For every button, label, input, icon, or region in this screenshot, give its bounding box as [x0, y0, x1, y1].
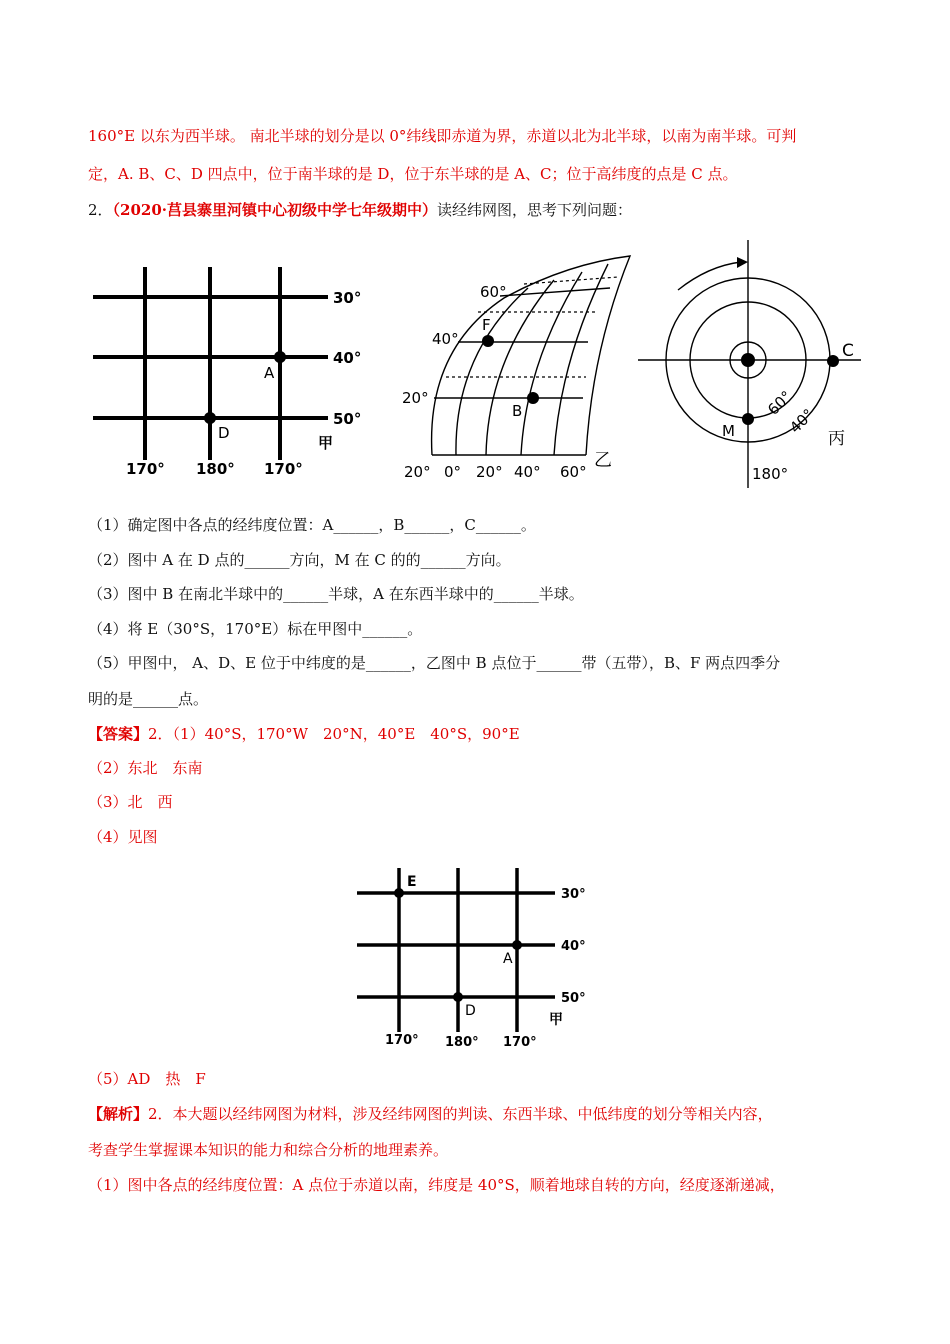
bing-label-c: C — [842, 341, 854, 361]
jia-lon-170w: 170° — [126, 460, 165, 478]
point-d — [204, 412, 216, 424]
bing-name: 丙 — [828, 429, 845, 449]
point-m — [742, 413, 754, 425]
bing-label-60: 60° — [764, 387, 796, 419]
answer-line-5: （5）AD 热 F — [88, 1070, 206, 1088]
figure-jia — [88, 262, 388, 492]
yi-label-f: F — [482, 316, 491, 334]
answer-lon-170e: 170° — [503, 1035, 537, 1050]
yi-lon-20e: 20° — [476, 463, 503, 481]
question-source: （2020·莒县寨里河镇中心初级中学七年级期中） — [112, 201, 438, 219]
figure-answer-jia — [355, 866, 605, 1056]
question-stem: 读经纬网图，思考下列问题： — [437, 201, 633, 219]
answer-point-d — [453, 992, 463, 1002]
point-f — [482, 335, 494, 347]
rotation-arrow-icon — [737, 257, 748, 268]
analysis-text-1: 2．本大题以经纬网图为材料，涉及经纬网图的判读、东西半球、中低纬度的划分等相关内容， — [148, 1105, 773, 1123]
analysis-line-3: （1）图中各点的经纬度位置：A 点位于赤道以南，纬度是 40°S，顺着地球自转的方向，经度逐渐递减， — [88, 1176, 785, 1194]
yi-lon-40e: 40° — [514, 463, 541, 481]
answer-line-1 — [88, 724, 520, 744]
yi-lon-60e: 60° — [560, 463, 587, 481]
question-item-3: （3）图中 B 在南北半球中的______半球，A 在东西半球中的______半球。 — [88, 585, 584, 603]
answer-text-1: 2．（1）40°S，170°W 20°N，40°E 40°S，90°E — [148, 725, 520, 743]
answer-lat-40: 40° — [561, 939, 586, 954]
question-item-2: （2）图中 A 在 D 点的______方向，M 在 C 的的______方向。 — [88, 551, 511, 569]
answer-lat-50: 50° — [561, 991, 586, 1006]
jia-lat-40: 40° — [333, 349, 362, 367]
answer-label-e: E — [407, 874, 417, 890]
answer-label-d: D — [465, 1003, 476, 1019]
intro-line-1: 160°E 以东为西半球。 南北半球的划分是以 0°纬线即赤道为界，赤道以北为北半球，以南为南半球。可判 — [88, 127, 797, 145]
point-b — [527, 392, 539, 404]
yi-name: 乙 — [594, 450, 612, 471]
answer-line-4: （4）见图 — [88, 828, 158, 846]
answer-lon-180: 180° — [445, 1035, 479, 1050]
analysis-line-1 — [88, 1104, 773, 1124]
figure-yi — [396, 250, 636, 490]
answer-line-2: （2）东北 东南 — [88, 759, 203, 777]
question-number: 2． — [88, 201, 113, 219]
question-header — [88, 200, 632, 220]
jia-lat-50: 50° — [333, 410, 362, 428]
jia-lat-30: 30° — [333, 289, 362, 307]
figure-bing — [636, 238, 876, 493]
answer-line-3: （3）北 西 — [88, 793, 173, 811]
bing-label-m: M — [722, 422, 735, 440]
answer-jia-name: 甲 — [549, 1012, 563, 1028]
jia-label-d: D — [218, 424, 230, 442]
jia-lon-180: 180° — [196, 460, 235, 478]
answer-lon-170w: 170° — [385, 1033, 419, 1048]
intro-line-2: 定，A. B、C、D 四点中，位于南半球的是 D，位于东半球的是 A、C；位于高纬度的点是 C 点。 — [88, 165, 738, 183]
question-item-1: （1）确定图中各点的经纬度位置：A______，B______，C______。 — [88, 516, 536, 534]
yi-lon-20w: 20° — [404, 463, 431, 481]
analysis-line-2: 考查学生掌握课本知识的能力和综合分析的地理素养。 — [88, 1141, 449, 1159]
answer-label-a: A — [503, 951, 513, 967]
point-e — [394, 888, 404, 898]
analysis-tag: 【解析】 — [88, 1105, 149, 1123]
bing-label-40: 40° — [786, 405, 818, 437]
question-item-5: （5）甲图中， A、D、E 位于中纬度的是______，乙图中 B 点位于______带（五带），B、F 两点四季分 — [88, 654, 781, 672]
answer-lat-30: 30° — [561, 887, 586, 902]
yi-lat-20: 20° — [402, 389, 429, 407]
answer-point-a — [512, 940, 522, 950]
point-a — [274, 351, 286, 363]
yi-label-b: B — [512, 402, 523, 420]
question-item-5-cont: 明的是______点。 — [88, 690, 209, 708]
jia-label-a: A — [264, 364, 275, 382]
answer-tag: 【答案】 — [88, 725, 149, 743]
jia-lon-170e: 170° — [264, 460, 303, 478]
yi-lat-60: 60° — [480, 283, 507, 301]
yi-lat-40: 40° — [432, 330, 459, 348]
jia-name: 甲 — [318, 434, 334, 452]
question-item-4: （4）将 E（30°S，170°E）标在甲图中______。 — [88, 620, 423, 638]
yi-lon-0: 0° — [444, 463, 462, 481]
point-c — [827, 355, 839, 367]
bing-label-180: 180° — [752, 465, 789, 483]
